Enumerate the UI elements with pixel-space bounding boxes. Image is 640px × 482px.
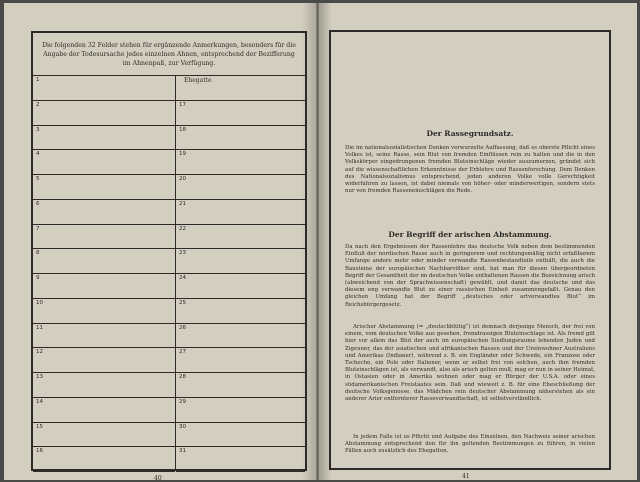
note-field xyxy=(176,150,305,175)
paragraph-abstammung: Arischer Abstammung (= „deutschblütig“) ist demnach derjenige Mensch, der frei von einem, vom deutschen Volke aus gesehen, fremdrassigen Bluteinschlage ist. Als fremd gilt hier vor allem das Blut der auch im europäischen Siedlungsraume lebenden Juden und Zigeuner, das der asiatischen und afrikanischen Rassen und der Ureinwohner Australiens und Amerikas (Indianer), während z. B. ein Engländer oder Schwede, ein Franzose oder Tscheche, ein Pole oder Italiener, wenn er selbst frei von solchen, auch ihm fremden Bluteinschlägen ist, als verwandt, also als arisch gelten muß, mag er nun in seiner Heimat, in Ostasien oder in Amerika wohnen oder mag er Bürger der U.S.A. oder eines südamerikanischen Freistaates sein. Daß und wieweit z. B. für eine Eheschließung der deutsche Volksgenosse, das Mädchen rein deutscher Abstammung näherstehen als ein anderer Arier entfernterer Rasseverwandtschaft, ist selbstverständlich. xyxy=(345,324,595,403)
field-number: 24 xyxy=(179,275,186,281)
field-number: 5 xyxy=(36,176,40,182)
field-number: 12 xyxy=(36,349,43,356)
note-field xyxy=(33,126,175,151)
field-number: 2 xyxy=(36,101,40,108)
ancestor-notes-form xyxy=(31,31,307,471)
note-field xyxy=(33,274,175,299)
paragraph-rassegrundsatz: Die im nationalsozialistischen Denken verwurzelte Auffassung, daß es oberste Pflicht eines Volkes ist, seine Rasse, sein Blut von fremden Einflüssen rein zu halten und die in den Volkskörper eingedrungenen fremden Bluteinschläge wieder auszumerzen, gründet sich auf die wissenschaftlichen Erkenntnisse der Erblehre und Rassenforschung. Dem Denken des Nationalsozialismus entsprechend, jeden anderen Volke volle Gerechtigkeit widerfahren zu lassen, ist dabei niemals von höher- oder minderwertigen, sondern stets nur von fremden Rasseneinschlägen die Rede. xyxy=(345,145,595,195)
note-field xyxy=(176,225,305,250)
left-page-number: 40 xyxy=(154,475,162,482)
note-field xyxy=(33,175,175,200)
form-intro-text: Die folgenden 32 Felder stehen für ergänzende Anmerkungen, besonders für die Angabe der Todesursache jedes einzelnen Ahnen, entsprechend der Bezifferung im Ahnenpaß, zur Verfügung. xyxy=(42,42,296,67)
field-number: 31 xyxy=(179,448,186,455)
field-number: 22 xyxy=(179,225,186,232)
note-field xyxy=(33,249,175,274)
note-field xyxy=(176,447,305,472)
field-number: 20 xyxy=(179,176,186,182)
field-number: 14 xyxy=(36,398,43,405)
field-number: 27 xyxy=(179,349,186,356)
heading-rassegrundsatz: Der Rassegrundsatz. xyxy=(426,129,514,138)
note-field xyxy=(33,150,175,175)
field-number: 29 xyxy=(179,398,186,405)
note-field xyxy=(33,423,175,448)
field-number: 17 xyxy=(179,101,186,108)
note-field xyxy=(176,423,305,448)
field-number: 25 xyxy=(179,299,186,306)
field-number: 9 xyxy=(36,275,40,281)
field-number: 23 xyxy=(179,250,186,257)
note-field xyxy=(33,373,175,398)
field-number: 28 xyxy=(179,374,186,380)
field-number: 6 xyxy=(36,200,40,207)
field-number: 10 xyxy=(36,299,43,306)
field-number: 11 xyxy=(36,324,43,331)
open-booklet xyxy=(4,3,636,480)
notes-grid xyxy=(33,75,305,469)
field-number: 8 xyxy=(36,250,40,257)
note-field xyxy=(176,348,305,373)
note-field xyxy=(33,299,175,324)
right-column xyxy=(176,76,305,469)
field-number: 13 xyxy=(36,374,43,380)
heading-arische-abstammung: Der Begriff der arischen Abstammung. xyxy=(388,230,552,239)
note-field xyxy=(176,299,305,324)
field-number: 19 xyxy=(179,151,186,158)
note-field xyxy=(176,76,305,101)
field-number: 7 xyxy=(36,225,40,232)
note-field xyxy=(33,348,175,373)
field-number: 3 xyxy=(36,126,40,133)
field-number: 21 xyxy=(179,200,186,207)
note-field xyxy=(176,126,305,151)
note-field xyxy=(176,373,305,398)
left-page xyxy=(4,3,317,480)
field-number: 1 xyxy=(36,77,40,83)
note-field xyxy=(33,101,175,126)
note-field xyxy=(33,225,175,250)
note-field xyxy=(33,76,175,101)
note-field xyxy=(176,175,305,200)
note-field xyxy=(33,398,175,423)
field-number: 26 xyxy=(179,324,186,331)
note-field xyxy=(33,200,175,225)
note-field xyxy=(176,398,305,423)
field-number: 4 xyxy=(36,151,40,158)
field-number: 16 xyxy=(36,448,43,455)
note-field xyxy=(176,249,305,274)
paragraph-begriff: Da nach den Ergebnissen der Rassenlehre das deutsche Volk neben dem bestimmenden Einfluß der nordischen Rasse auch in geringerem und rechtungsmäßig nicht erfaßbarem Umfange andere mehr oder minder verwandte Rassenbestandteile enthält, die auch die Bausteine der europäischen Nachbarvölker sind, hat man für diesen übergeordneten Begriff der Gesamtheit der im deutschen Volke enthaltenen Rassen die Bezeichnung arisch (abweichend von der Sprachwissenschaft) gewählt, und damit das deutsche und das diesem eng verwandte Blut zu einer rassischen Einheit zusammengefaßt. Genau den gleichen Umfang hat der Begriff „deutsches oder artverwandtes Blut“ im Reichsbürgergesetz. xyxy=(345,244,595,308)
left-column xyxy=(33,76,176,469)
note-field xyxy=(33,324,175,349)
field-number: 18 xyxy=(179,126,186,133)
note-field xyxy=(176,101,305,126)
note-field xyxy=(176,274,305,299)
text-frame xyxy=(329,30,611,470)
note-field xyxy=(176,324,305,349)
paragraph-pflicht: In jedem Falle ist es Pflicht und Aufgabe des Einzelnen, den Nachweis seiner arischen Abstammung entsprechend den für ihn geltenden Bestimmungen zu führen, in vielen Fällen auch zusätzlich des Ehegatten. xyxy=(345,434,595,455)
spouse-column-label: Ehegatte xyxy=(184,77,212,84)
field-number: 15 xyxy=(36,423,43,430)
field-number: 30 xyxy=(179,423,186,430)
right-page-number: 41 xyxy=(462,473,470,480)
note-field xyxy=(176,200,305,225)
note-field xyxy=(33,447,175,472)
right-page xyxy=(318,3,637,480)
